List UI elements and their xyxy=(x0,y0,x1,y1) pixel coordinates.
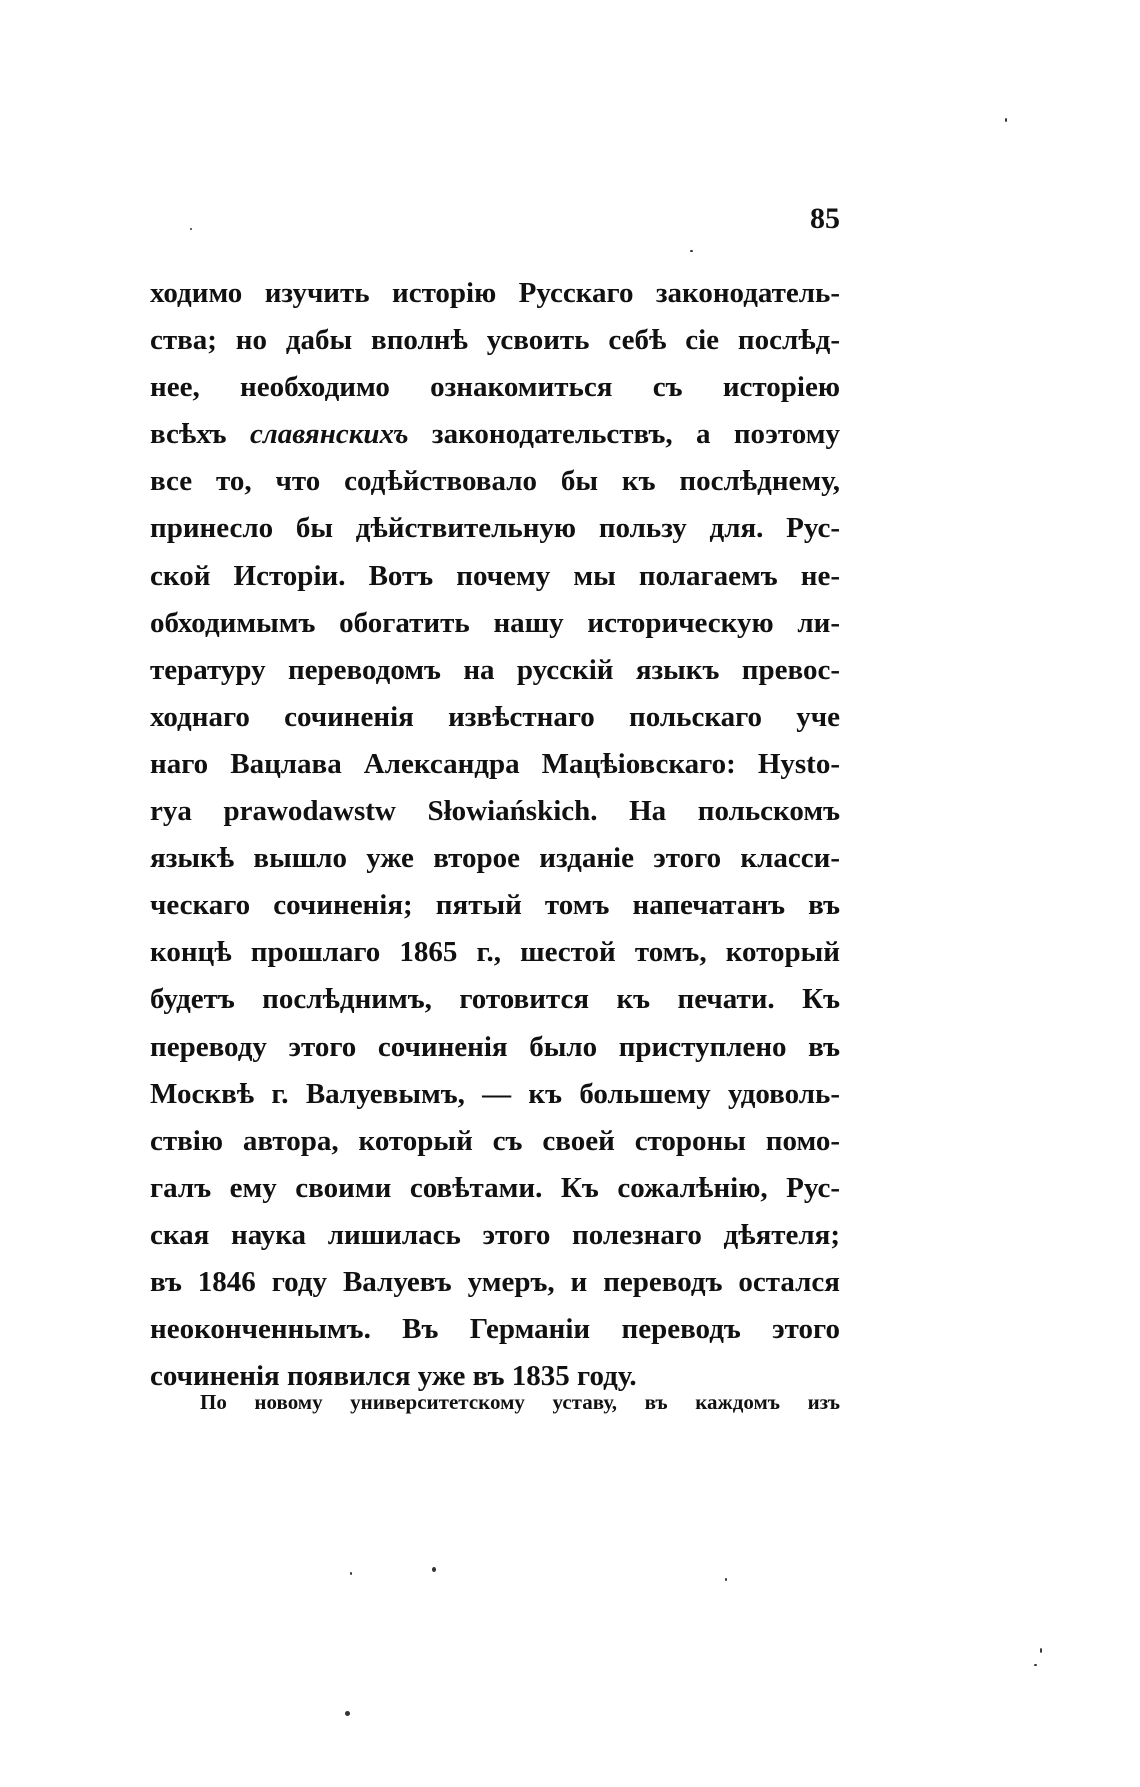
italic-term: славянскихъ xyxy=(249,418,409,451)
text-line: все то, что содѣйствовало бы къ послѣднему, xyxy=(150,465,840,498)
body-text xyxy=(150,270,840,1400)
text-line: сочиненія появился уже въ 1835 году. xyxy=(150,1360,637,1393)
scan-speck xyxy=(190,228,192,230)
text-line: въ 1846 году Валуевъ умеръ, и переводъ остался xyxy=(150,1265,840,1298)
footnote-line: По новому университетскому уставу, въ каждомъ изъ xyxy=(200,1390,840,1414)
scan-speck xyxy=(725,1578,727,1581)
text-line: обходимымъ обогатить нашу историческую ли- xyxy=(150,606,840,639)
text-line: ской Исторіи. Вотъ почему мы полагаемъ не- xyxy=(150,559,840,592)
text-line: неоконченнымъ. Въ Германіи переводъ этого xyxy=(150,1313,840,1346)
text-segment: всѣхъ xyxy=(150,418,250,451)
text-line: тературу переводомъ на русскій языкъ превос- xyxy=(150,653,840,686)
scan-speck xyxy=(432,1567,436,1572)
page-number: 85 xyxy=(810,202,840,235)
text-line: ходимо изучить исторію Русскаго законодатель- xyxy=(150,277,840,309)
text-line: будетъ послѣднимъ, готовится къ печати. Къ xyxy=(150,983,840,1016)
text-line xyxy=(150,411,840,458)
text-line: ства; но дабы вполнѣ усвоить себѣ сіе послѣд- xyxy=(150,324,840,357)
scan-speck xyxy=(1034,1664,1037,1666)
text-line: языкѣ вышло уже второе изданіе этого класси- xyxy=(150,842,840,875)
text-line: нее, необходимо ознакомиться съ исторіею xyxy=(150,371,840,404)
text-line: переводу этого сочиненія было приступлено въ xyxy=(150,1030,840,1063)
scan-speck xyxy=(1005,118,1007,122)
scan-speck xyxy=(1040,1648,1042,1653)
scan-speck xyxy=(350,1572,352,1575)
text-line: концѣ прошлаго 1865 г., шестой томъ, который xyxy=(150,936,840,969)
text-line: Москвѣ г. Валуевымъ, — къ большему удоволь- xyxy=(150,1077,840,1110)
text-line: ствію автора, который съ своей стороны помо- xyxy=(150,1124,840,1157)
text-line: наго Вацлава Александра Мацѣіовскаго: Hysto- xyxy=(150,747,840,780)
text-line: галъ ему своими совѣтами. Къ сожалѣнію, Рус- xyxy=(150,1171,840,1204)
text-line: ская наука лишилась этого полезнаго дѣятеля; xyxy=(150,1218,840,1251)
text-line: ходнаго сочиненія извѣстнаго польскаго уче xyxy=(150,700,840,733)
text-line: ческаго сочиненія; пятый томъ напечатанъ въ xyxy=(150,889,840,922)
text-line: rya prawodawstw Słowiańskich. На польскомъ xyxy=(150,795,840,828)
text-line: принесло бы дѣйствительную пользу для. Рус- xyxy=(150,512,840,545)
scan-speck xyxy=(690,250,693,252)
scan-speck xyxy=(345,1711,350,1716)
text-segment: законодательствъ, а поэтому xyxy=(408,418,840,451)
